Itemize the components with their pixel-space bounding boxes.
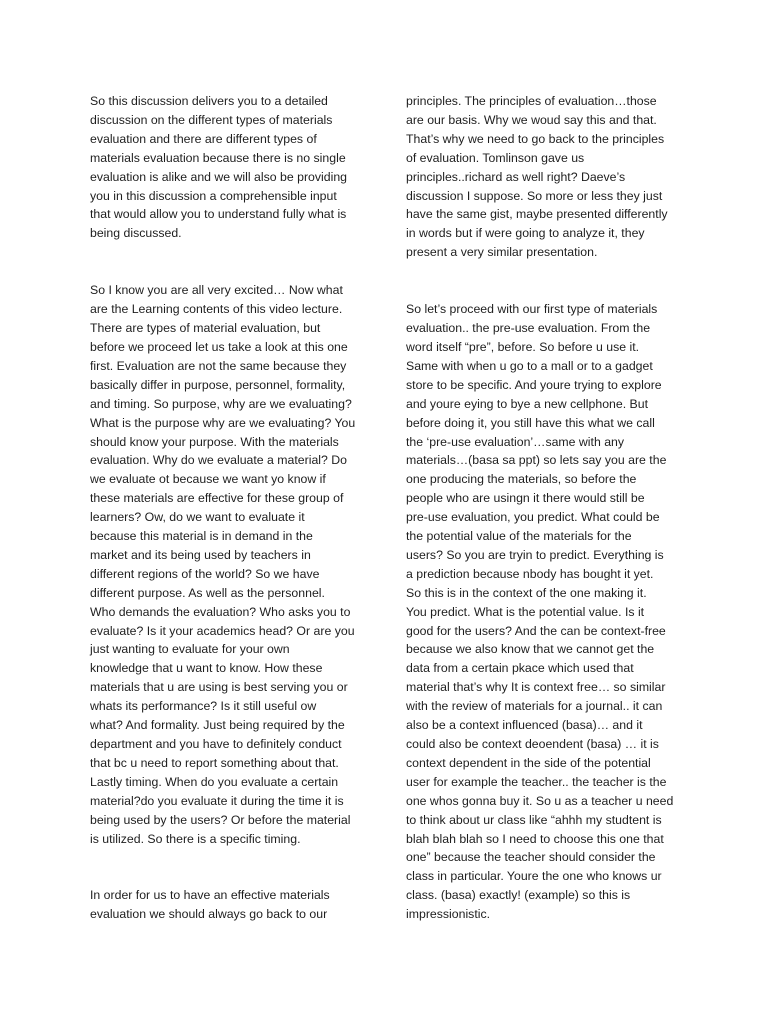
right-column [406,92,682,924]
paragraph-spacer [406,262,682,300]
paragraph-intro: So this discussion delivers you to a detailed discussion on the different types of materials evaluation and there are different types of materials evaluation because there is no single evaluation is alike and we will also be providing you in this discussion a comprehensible input that would allow you to understand fully what is being discussed. [90,94,348,241]
paragraph-effective-evaluation: In order for us to have an effective materials evaluation we should always go back to our [90,888,330,922]
paragraph-principles: principles. The principles of evaluation…those are our basis. Why we woud say this and that. That’s why we need to go back to the principles of evaluation. Tomlinson gave us principles..richard as well right? Daeve’s discussion I suppose. So more or less they just have the same gist, maybe presented differently in words but if were going to analyze it, they present a very similar presentation. [406,94,668,260]
paragraph-spacer [90,848,370,886]
left-column [90,92,370,924]
paragraph-pre-use-evaluation: So let’s proceed with our first type of materials evaluation.. the pre-use evaluation. From the word itself “pre”, before. So before u use it. Same with when u go to a mall or to a gadget store to be specific. And youre trying to explore and youre eying to bye a new cellphone. But before doing it, you still have this what we call the ‘pre-use evaluation’…same with any materials…(basa sa ppt) so lets say you are the one producing the materials, so before the people who are usingn it there would still be pre-use evaluation, you predict. What could be the potential value of the materials for the users? So you are tryin to predict. Everything is a prediction because nbody has bought it yet. So this is in the context of the one making it. You predict. What is the potential value. Is it good for the users? And the can be context-free because we also know that we cannot get the data from a certain pkace which used that material that’s why It is context free… so similar with the review of materials for a journal.. it can also be a context influenced (basa)… and it could also be context deoendent (basa) … it is context dependent in the side of the potential user for example the teacher.. the teacher is the one whos gonna buy it. So u as a teacher u need to think about ur class like “ahhh my studtent is blah blah blah so I need to choose this one that one” because the teacher should consider the class in particular. Youre the one who knows ur class. (basa) exactly! (example) so this is impressionistic. [406,302,674,922]
paragraph-spacer [90,243,370,281]
paragraph-learning-contents: So I know you are all very excited… Now what are the Learning contents of this video lecture. There are types of material evaluation, but before we proceed let us take a look at this one first. Evaluation are not the same because they basically differ in purpose, personnel, formality, and timing. So purpose, why are we evaluating? What is the purpose why are we evaluating? You should know your purpose. With the materials evaluation. Why do we evaluate a material? Do we evaluate ot because we want yo know if these materials are effective for these group of learners? Ow, do we want to evaluate it because this material is in demand in the market and its being used by teachers in different regions of the world? So we have different purpose. As well as the personnel. Who demands the evaluation? Who asks you to evaluate? Is it your academics head? Or are you just wanting to evaluate for your own knowledge that u want to know. How these materials that u are using is best serving you or whats its performance? Is it still useful ow what? And formality. Just being required by the department and you have to definitely conduct that bc u need to report something about that. Lastly timing. When do you evaluate a certain material?do you evaluate it during the time it is being used by the users? Or before the material is utilized. So there is a specific timing. [90,283,356,846]
